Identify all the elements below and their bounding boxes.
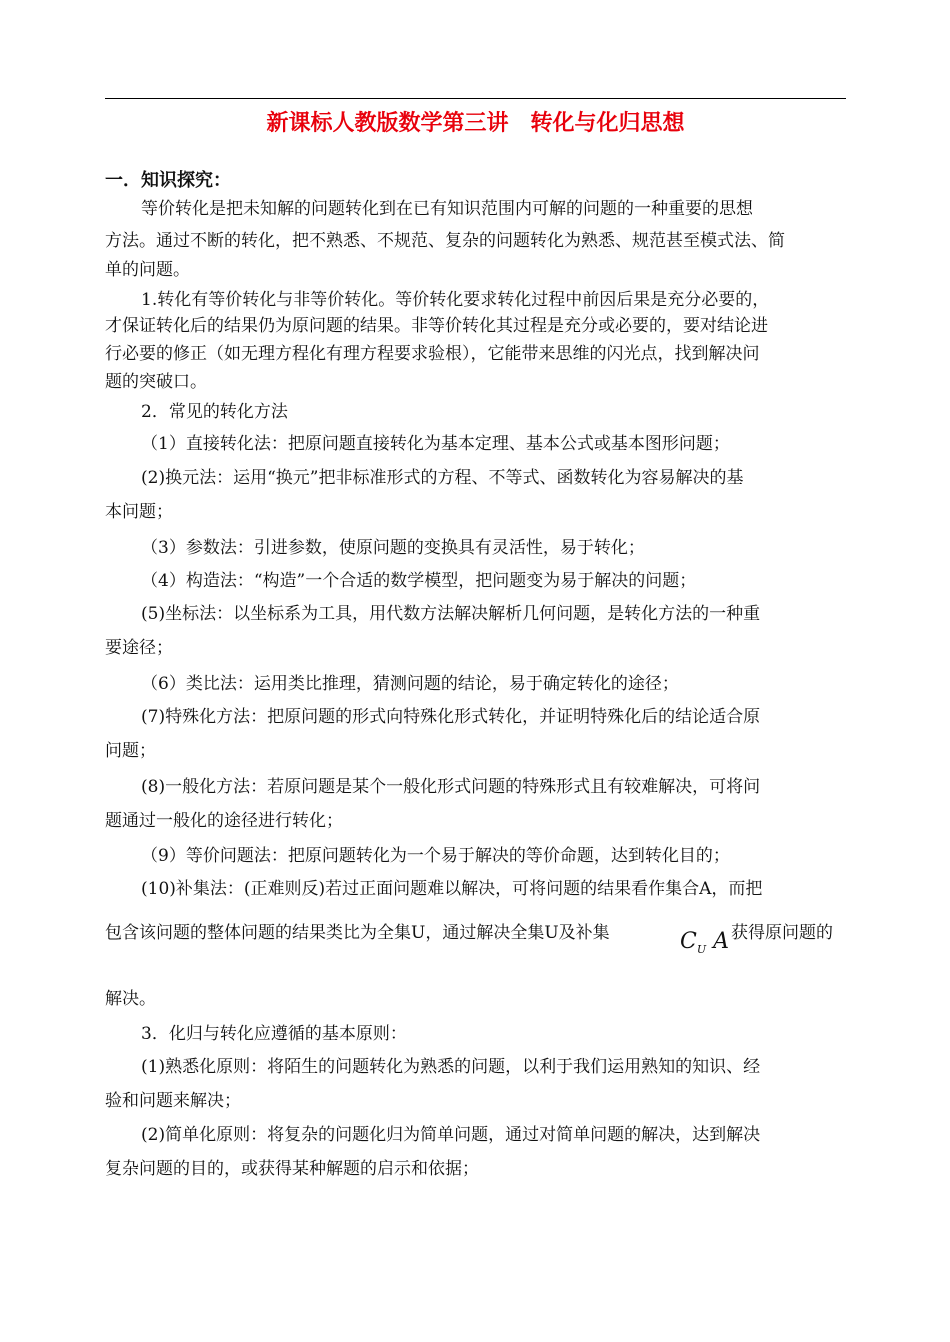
text-line: (7)特殊化方法：把原问题的形式向特殊化形式转化，并证明特殊化后的结论适合原 bbox=[141, 707, 761, 727]
text-line: 题的突破口。 bbox=[105, 372, 207, 392]
text-line: (10)补集法：(正难则反)若过正面问题难以解决，可将问题的结果看作集合A，而把 bbox=[141, 879, 763, 899]
header-rule bbox=[105, 98, 846, 99]
text-line: （9）等价问题法：把原问题转化为一个易于解决的等价命题，达到转化目的； bbox=[141, 846, 730, 866]
text-line: 包含该问题的整体问题的结果类比为全集U，通过解决全集U及补集 bbox=[105, 923, 610, 943]
text-line: 本问题； bbox=[105, 502, 173, 522]
text-line: 行必要的修正（如无理方程化有理方程要求验根），它能带来思维的闪光点，找到解决问 bbox=[105, 344, 760, 364]
text-line: （1）直接转化法：把原问题直接转化为基本定理、基本公式或基本图形问题； bbox=[141, 434, 730, 454]
text-line: 获得原问题的 bbox=[731, 923, 833, 943]
text-line: （3）参数法：引进参数，使原问题的变换具有灵活性，易于转化； bbox=[141, 538, 645, 558]
text-line: (2)简单化原则：将复杂的问题化归为简单问题，通过对简单问题的解决，达到解决 bbox=[141, 1125, 761, 1145]
text-line: (8)一般化方法：若原问题是某个一般化形式问题的特殊形式且有较难解决，可将问 bbox=[141, 777, 761, 797]
text-line: 1.转化有等价转化与非等价转化。等价转化要求转化过程中前因后果是充分必要的， bbox=[141, 290, 770, 310]
text-line: 要途径； bbox=[105, 638, 173, 658]
text-line: （4）构造法：“构造”一个合适的数学模型，把问题变为易于解决的问题； bbox=[141, 571, 697, 591]
complement-formula: $C_U$ A bbox=[680, 929, 730, 956]
text-line: 解决。 bbox=[105, 989, 156, 1009]
text-line: 单的问题。 bbox=[105, 260, 190, 280]
text-line: 2．常见的转化方法 bbox=[141, 402, 288, 422]
section-heading: 一．知识探究： bbox=[105, 170, 231, 191]
text-line: 验和问题来解决； bbox=[105, 1091, 241, 1111]
text-line: （6）类比法：运用类比推理，猜测问题的结论，易于确定转化的途径； bbox=[141, 674, 679, 694]
text-line: 3．化归与转化应遵循的基本原则： bbox=[141, 1024, 407, 1044]
text-line: 等价转化是把未知解的问题转化到在已有知识范围内可解的问题的一种重要的思想 bbox=[141, 199, 753, 219]
text-line: 才保证转化后的结果仍为原问题的结果。非等价转化其过程是充分或必要的，要对结论进 bbox=[105, 316, 768, 336]
text-line: (2)换元法：运用“换元”把非标准形式的方程、不等式、函数转化为容易解决的基 bbox=[141, 468, 744, 488]
text-line: 复杂问题的目的，或获得某种解题的启示和依据； bbox=[105, 1159, 479, 1179]
text-line: (5)坐标法：以坐标系为工具，用代数方法解决解析几何问题，是转化方法的一种重 bbox=[141, 604, 761, 624]
text-line: 方法。通过不断的转化，把不熟悉、不规范、复杂的问题转化为熟悉、规范甚至模式法、简 bbox=[105, 231, 785, 251]
text-line: (1)熟悉化原则：将陌生的问题转化为熟悉的问题，以利于我们运用熟知的知识、经 bbox=[141, 1057, 761, 1077]
text-line: 问题； bbox=[105, 741, 156, 761]
text-line: 题通过一般化的途径进行转化； bbox=[105, 811, 343, 831]
page-title: 新课标人教版数学第三讲 转化与化归思想 bbox=[266, 110, 685, 136]
